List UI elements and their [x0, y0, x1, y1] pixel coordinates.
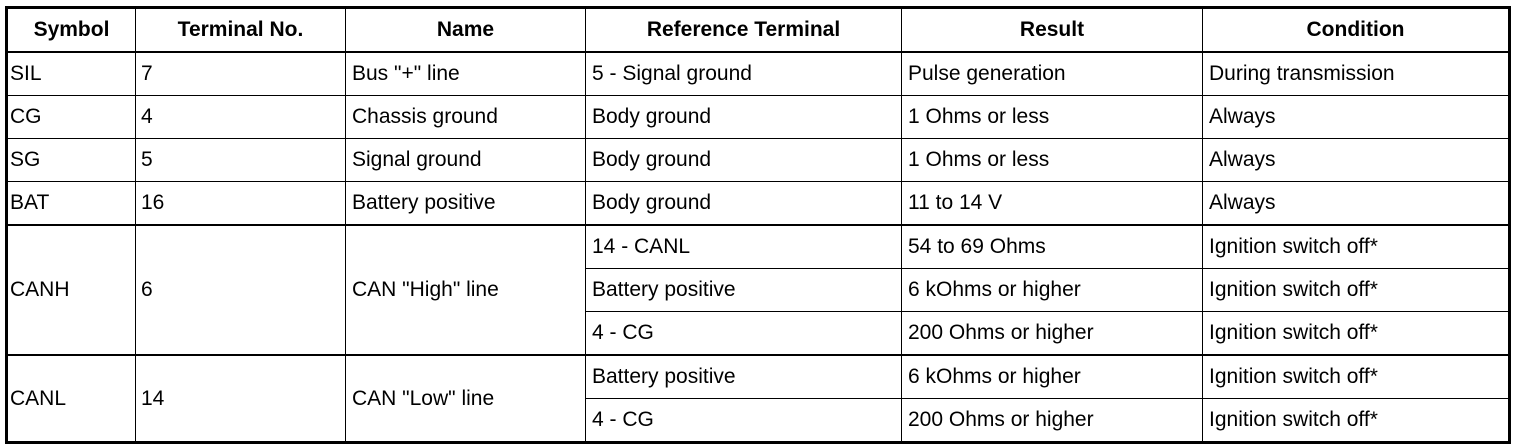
condition-cell: Always [1203, 96, 1510, 139]
name-cell: Signal ground [346, 139, 586, 182]
terminal-cell: 14 [136, 355, 346, 443]
condition-cell: During transmission [1203, 52, 1510, 96]
symbol-cell: SG [7, 139, 136, 182]
table-row [7, 96, 1510, 139]
condition-cell: Ignition switch off* [1203, 399, 1510, 443]
condition-cell: Always [1203, 182, 1510, 226]
result-cell: 11 to 14 V [902, 182, 1203, 226]
result-cell: 1 Ohms or less [902, 139, 1203, 182]
name-cell: Battery positive [346, 182, 586, 226]
condition-cell: Ignition switch off* [1203, 269, 1510, 312]
terminal-cell: 16 [136, 182, 346, 226]
table-row [7, 52, 1510, 96]
result-cell: 6 kOhms or higher [902, 355, 1203, 399]
symbol-cell: SIL [7, 52, 136, 96]
result-cell: 200 Ohms or higher [902, 312, 1203, 356]
condition-cell: Always [1203, 139, 1510, 182]
reference-cell: Body ground [586, 96, 902, 139]
name-cell: CAN "Low" line [346, 355, 586, 443]
symbol-cell: CG [7, 96, 136, 139]
terminal-cell: 7 [136, 52, 346, 96]
symbol-cell: CANL [7, 355, 136, 443]
header-name: Name [346, 8, 586, 53]
terminal-cell: 6 [136, 225, 346, 355]
reference-cell: 14 - CANL [586, 225, 902, 269]
result-cell: 54 to 69 Ohms [902, 225, 1203, 269]
result-cell: 6 kOhms or higher [902, 269, 1203, 312]
header-terminal-no: Terminal No. [136, 8, 346, 53]
reference-cell: 4 - CG [586, 312, 902, 356]
condition-cell: Ignition switch off* [1203, 355, 1510, 399]
reference-cell: Body ground [586, 182, 902, 226]
header-condition: Condition [1203, 8, 1510, 53]
symbol-cell: CANH [7, 225, 136, 355]
header-row [7, 8, 1510, 53]
reference-cell: Battery positive [586, 355, 902, 399]
reference-cell: Body ground [586, 139, 902, 182]
header-symbol: Symbol [7, 8, 136, 53]
header-result: Result [902, 8, 1203, 53]
table-row [7, 182, 1510, 226]
condition-cell: Ignition switch off* [1203, 225, 1510, 269]
name-cell: Bus "+" line [346, 52, 586, 96]
result-cell: 1 Ohms or less [902, 96, 1203, 139]
result-cell: 200 Ohms or higher [902, 399, 1203, 443]
table-row [7, 225, 1510, 269]
reference-cell: Battery positive [586, 269, 902, 312]
symbol-cell: BAT [7, 182, 136, 226]
terminal-cell: 4 [136, 96, 346, 139]
reference-cell: 4 - CG [586, 399, 902, 443]
header-reference-terminal: Reference Terminal [586, 8, 902, 53]
name-cell: CAN "High" line [346, 225, 586, 355]
terminal-cell: 5 [136, 139, 346, 182]
table-row [7, 355, 1510, 399]
table-row [7, 139, 1510, 182]
name-cell: Chassis ground [346, 96, 586, 139]
condition-cell: Ignition switch off* [1203, 312, 1510, 356]
terminal-inspection-table [5, 6, 1511, 444]
reference-cell: 5 - Signal ground [586, 52, 902, 96]
result-cell: Pulse generation [902, 52, 1203, 96]
